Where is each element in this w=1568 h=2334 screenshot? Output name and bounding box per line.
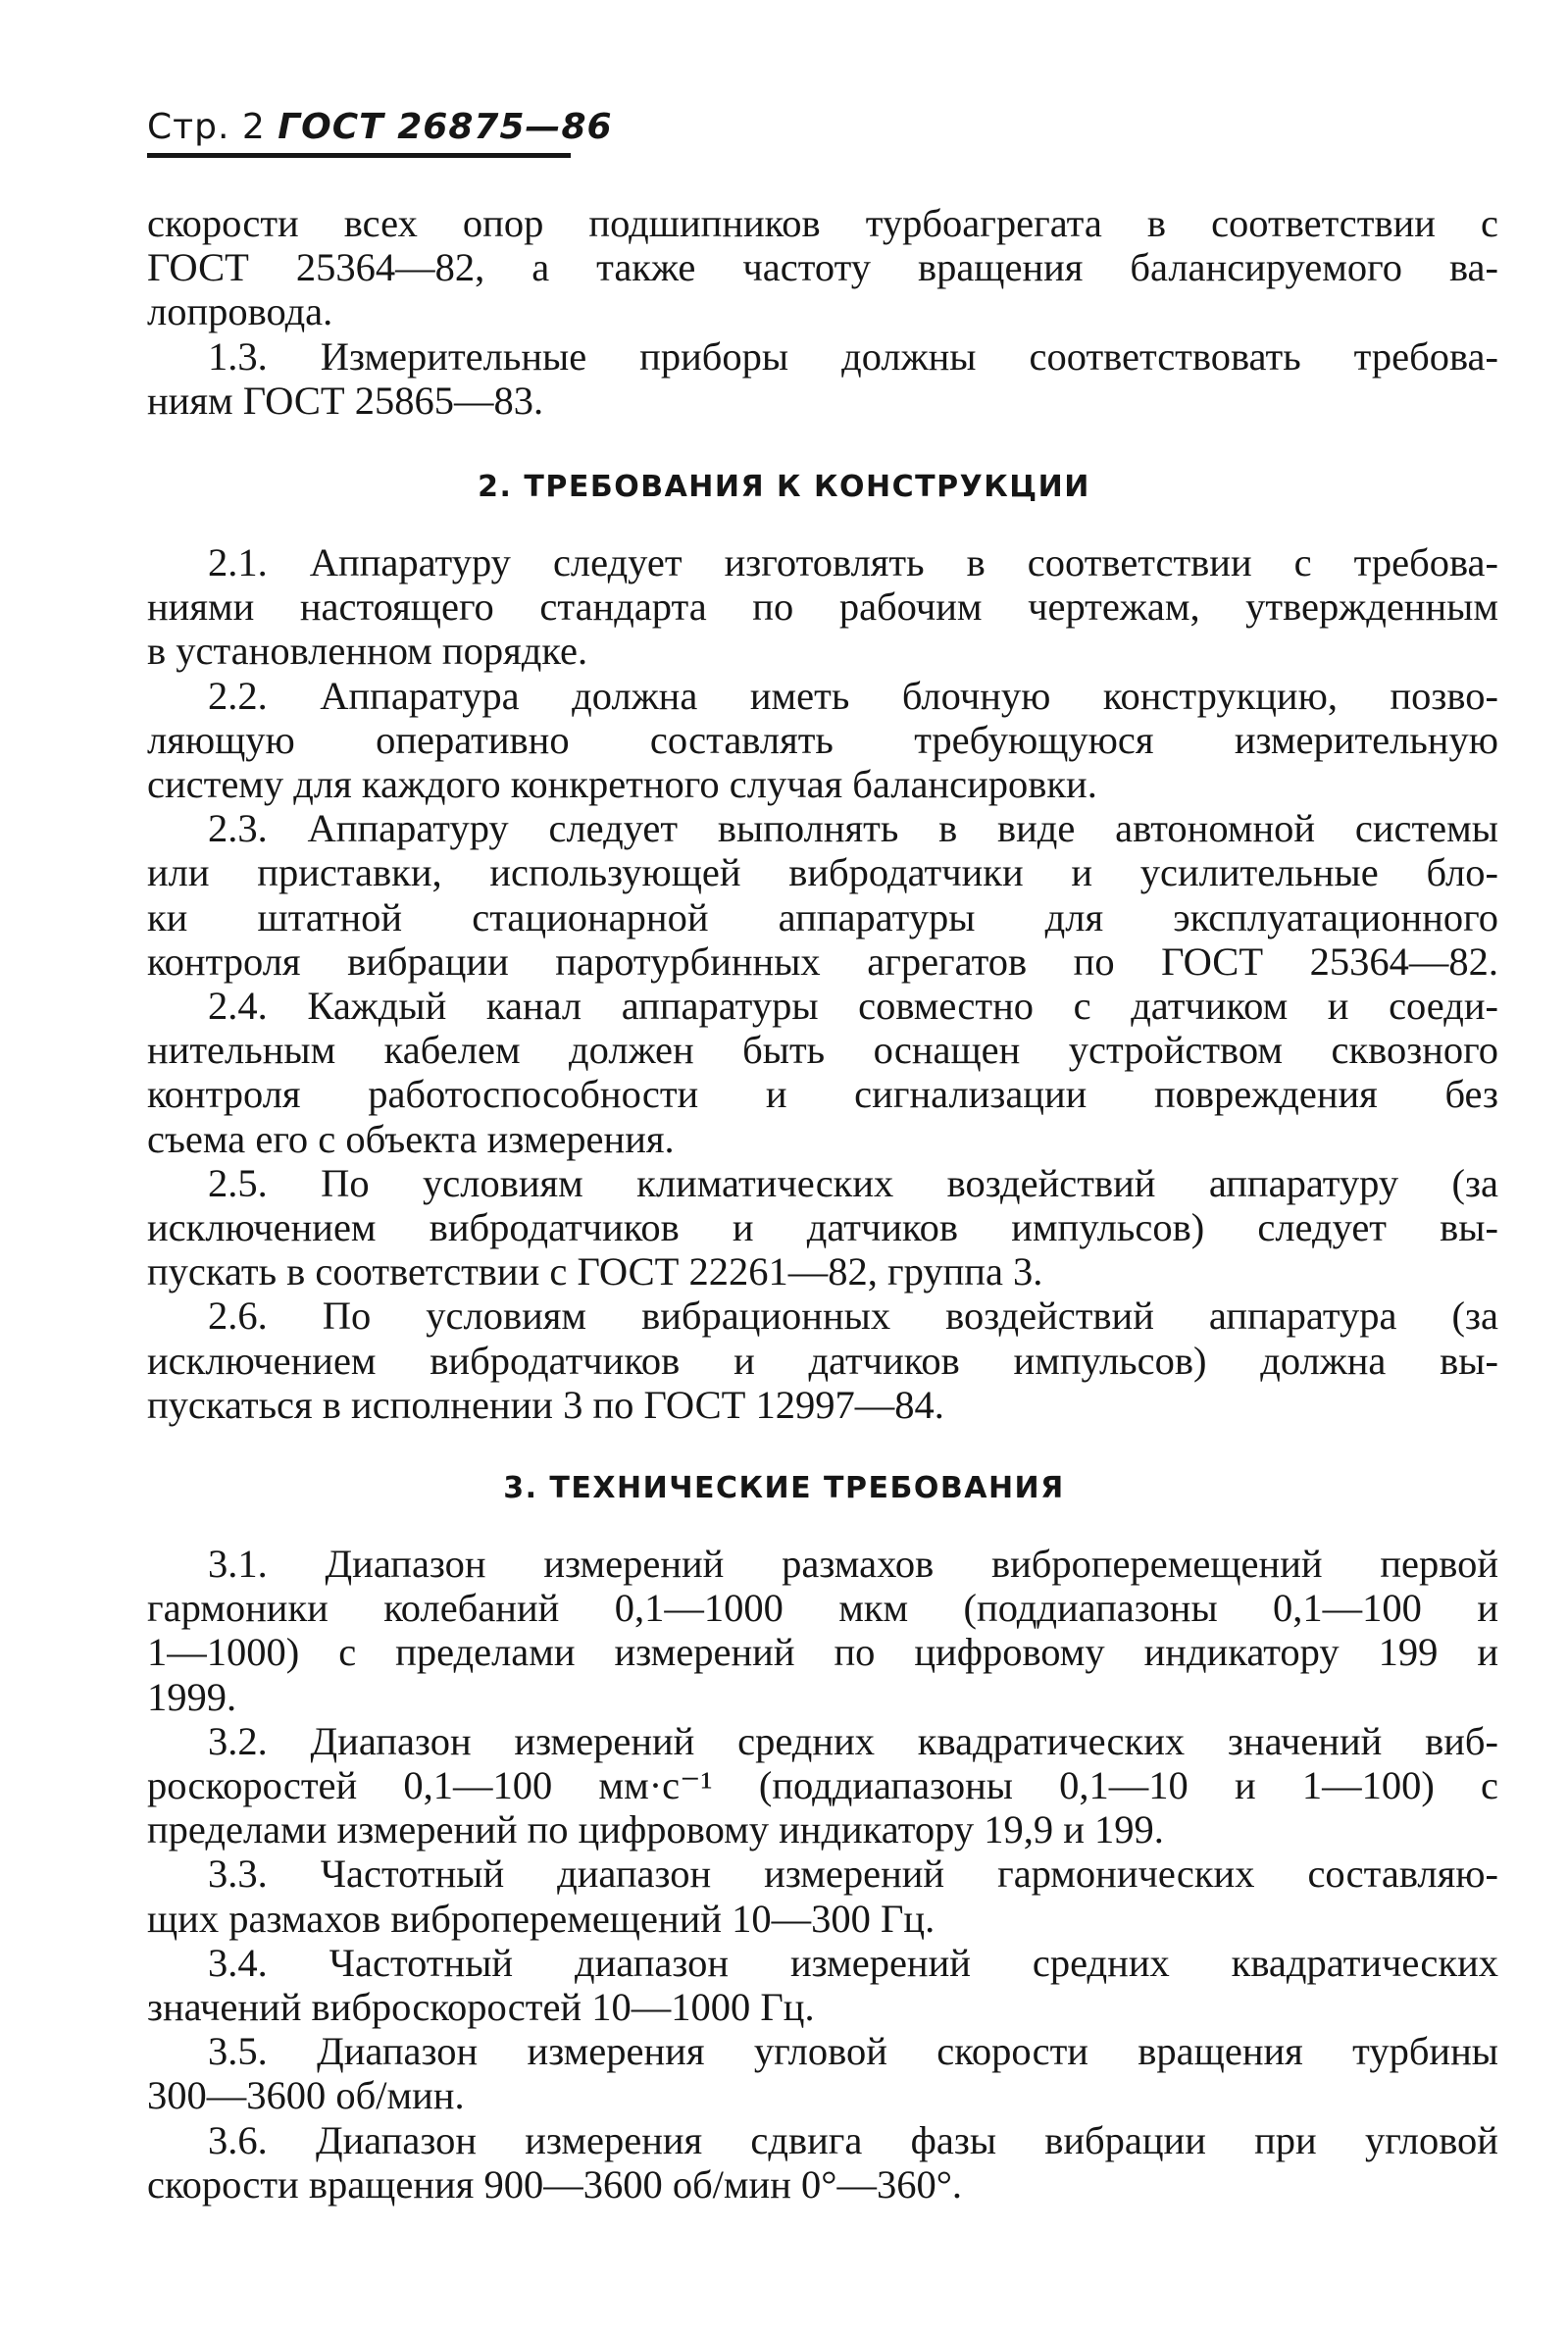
body-line: исключением вибродатчиков и датчиков импульсов) должна вы- (147, 1339, 1498, 1383)
page-header (147, 106, 613, 149)
body-line: 2.5. По условиям климатических воздействий аппаратуру (за (208, 1161, 1498, 1205)
body-line: ниям ГОСТ 25865—83. (147, 379, 544, 423)
body-line: контроля вибрации паротурбинных агрегатов по ГОСТ 25364—82. (147, 939, 1498, 984)
body-line: нительным кабелем должен быть оснащен устройством сквозного (147, 1028, 1498, 1072)
body-line: 2.1. Аппаратуру следует изготовлять в соответствии с требова- (208, 540, 1498, 584)
body-line: 1—1000) с пределами измерений по цифровому индикатору 199 и (147, 1630, 1498, 1674)
body-line: значений виброскоростей 10—1000 Гц. (147, 1985, 815, 2029)
body-line: 2.3. Аппаратуру следует выполнять в виде автономной системы (208, 806, 1498, 850)
body-line: ниями настоящего стандарта по рабочим чертежам, утвержденным (147, 584, 1498, 629)
header-rule (147, 153, 571, 158)
body-line: 300—3600 об/мин. (147, 2073, 465, 2117)
body-line: роскоростей 0,1—100 мм·с⁻¹ (поддиапазоны 0,1—10 и 1—100) с (147, 1763, 1498, 1807)
section-heading: 3. ТЕХНИЧЕСКИЕ ТРЕБОВАНИЯ (503, 1471, 1065, 1505)
body-line: 3.4. Частотный диапазон измерений средних квадратических (208, 1941, 1498, 1985)
body-line: 2.6. По условиям вибрационных воздействий аппаратура (за (208, 1294, 1498, 1338)
body-line: 2.4. Каждый канал аппаратуры совместно с датчиком и соеди- (208, 984, 1498, 1028)
page-label: Стр. 2 (147, 107, 266, 147)
body-line: пускать в соответствии с ГОСТ 22261—82, группа 3. (147, 1249, 1043, 1294)
body-line: щих размахов виброперемещений 10—300 Гц. (147, 1897, 936, 1941)
body-line: 3.1. Диапазон измерений размахов виброперемещений первой (208, 1542, 1498, 1586)
body-line: 3.6. Диапазон измерения сдвига фазы вибрации при угловой (208, 2118, 1498, 2162)
body-line: 2.2. Аппаратура должна иметь блочную конструкцию, позво- (208, 674, 1498, 718)
body-line: 3.3. Частотный диапазон измерений гармонических составляю- (208, 1852, 1498, 1896)
body-line: 3.2. Диапазон измерений средних квадратических значений виб- (208, 1719, 1498, 1763)
body-line: гармоники колебаний 0,1—1000 мкм (поддиапазоны 0,1—100 и (147, 1586, 1498, 1630)
body-line: или приставки, использующей вибродатчики и усилительные бло- (147, 850, 1498, 894)
body-line: систему для каждого конкретного случая балансировки. (147, 762, 1097, 806)
body-line: 1.3. Измерительные приборы должны соответствовать требова- (208, 334, 1498, 379)
body-line: скорости всех опор подшипников турбоагрегата в соответствии с (147, 201, 1498, 245)
body-line: ГОСТ 25364—82, а также частоту вращения балансируемого ва- (147, 245, 1498, 289)
body-line: ляющую оперативно составлять требующуюся измерительную (147, 718, 1498, 762)
body-line: 1999. (147, 1675, 237, 1719)
body-line: пределами измерений по цифровому индикатору 19,9 и 199. (147, 1807, 1164, 1852)
body-line: лопровода. (147, 289, 333, 333)
body-line: ки штатной стационарной аппаратуры для эксплуатационного (147, 895, 1498, 939)
standard-number: ГОСТ 26875—86 (278, 107, 613, 147)
body-line: в установленном порядке. (147, 629, 588, 673)
body-line: исключением вибродатчиков и датчиков импульсов) следует вы- (147, 1205, 1498, 1249)
body-line: контроля работоспособности и сигнализации повреждения без (147, 1072, 1498, 1116)
body-line: 3.5. Диапазон измерения угловой скорости вращения турбины (208, 2029, 1498, 2073)
body-line: скорости вращения 900—3600 об/мин 0°—360°. (147, 2162, 963, 2207)
section-heading: 2. ТРЕБОВАНИЯ К КОНСТРУКЦИИ (478, 470, 1090, 504)
body-line: пускаться в исполнении 3 по ГОСТ 12997—84. (147, 1383, 944, 1427)
body-line: съема его с объекта измерения. (147, 1117, 675, 1161)
